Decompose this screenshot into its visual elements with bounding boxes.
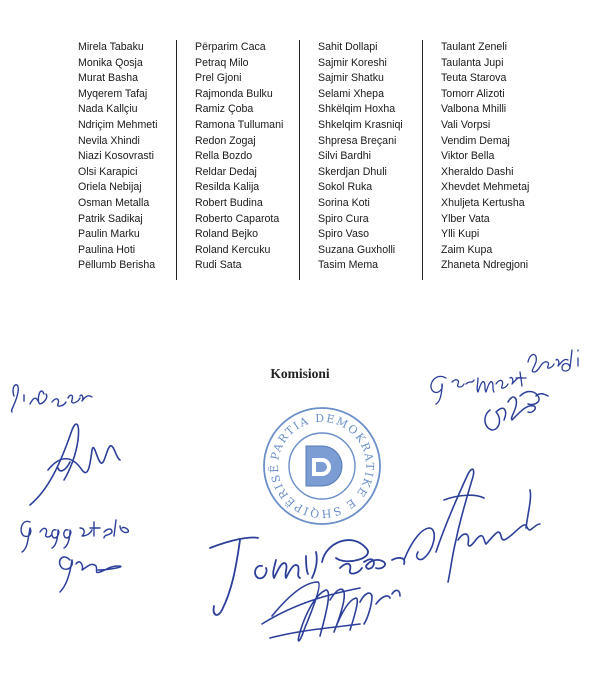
member-name: Myqerem Tafaj (78, 87, 148, 100)
member-name: Roberto Caparota (195, 212, 280, 225)
member-name: Selami Xhepa (318, 87, 384, 100)
member-name: Reldar Dedaj (195, 165, 257, 178)
member-name: Sahit Dollapi (318, 41, 378, 53)
member-name: Ramona Tullumani (195, 118, 284, 131)
signature-scrawl-1 (30, 424, 120, 505)
member-name: Spiro Vaso (318, 228, 370, 241)
member-name: Nevila Xhindi (78, 134, 140, 147)
signature-scrawl-2 (60, 557, 121, 592)
member-name: Nada Kallçiu (78, 103, 138, 116)
member-name: Rudi Sata (195, 259, 242, 272)
member-name: Vendim Demaj (441, 134, 510, 147)
member-name: Zhaneta Ndregjoni (441, 259, 529, 272)
member-name: Shkëlqim Hoxha (318, 103, 396, 116)
signature-handwritten-name-1 (12, 385, 92, 412)
stamp-text: PARTIA DEMOKRATIKE E SHQIPËRISË (267, 411, 377, 521)
party-logo-icon (306, 446, 342, 486)
member-name: Tasim Mema (318, 259, 379, 272)
member-name: Pëllumb Berisha (78, 259, 156, 272)
member-name: Ylber Vata (441, 212, 490, 225)
signature-handwritten-name-2 (21, 520, 128, 552)
member-name: Sajmir Shatku (318, 72, 384, 85)
member-name: Robert Budina (195, 196, 263, 209)
party-stamp (264, 408, 380, 524)
member-name: Përparim Caca (195, 41, 266, 53)
member-name: Taulanta Jupi (441, 56, 504, 69)
member-name: Murat Basha (78, 72, 139, 85)
member-name: Valbona Mhilli (441, 103, 507, 116)
member-name: Monika Qosja (78, 56, 143, 69)
member-name: Oriela Nebijaj (78, 181, 142, 194)
signature-scrawl-3 (485, 392, 548, 431)
member-name: Xhevdet Mehmetaj (441, 181, 530, 194)
member-name: Prel Gjoni (195, 72, 242, 85)
commission-heading: Komisioni (270, 366, 330, 381)
signature-lower-center (262, 582, 400, 641)
member-name: Resilda Kalija (195, 181, 260, 194)
member-name: Taulant Zeneli (441, 41, 507, 53)
member-name: Xheraldo Dashi (441, 165, 514, 178)
member-name: Vali Vorpsi (441, 118, 491, 131)
signature-handwritten-name-3 (431, 350, 578, 404)
member-name: Redon Zogaj (195, 134, 256, 147)
member-name: Tomorr Alizoti (441, 87, 505, 100)
member-name: Rajmonda Bulku (195, 87, 273, 100)
member-name: Patrik Sadikaj (78, 212, 143, 225)
member-name: Viktor Bella (441, 150, 495, 163)
member-name: Sorina Koti (318, 196, 370, 209)
member-name: Roland Bejko (195, 228, 259, 241)
member-name: Olsi Karapici (78, 165, 138, 178)
member-name: Roland Kercuku (195, 243, 271, 256)
member-name: Skerdjan Dhuli (318, 165, 387, 178)
member-name: Teuta Starova (441, 72, 507, 85)
member-name: Petraq Milo (195, 56, 249, 69)
member-name: Shpresa Breçani (318, 134, 397, 147)
member-name: Shkelqim Krasniqi (318, 118, 403, 131)
member-name: Paulin Marku (78, 228, 140, 241)
member-name: Suzana Guxholli (318, 243, 396, 256)
signature-right-long (404, 469, 540, 582)
member-name: Zaim Kupa (441, 243, 493, 256)
member-name: Paulina Hoti (78, 243, 136, 256)
member-name: Rella Bozdo (195, 150, 253, 163)
member-name: Spiro Cura (318, 212, 369, 225)
member-name: Sokol Ruka (318, 181, 373, 194)
member-name: Niazi Kosovrasti (78, 150, 154, 163)
member-name: Mirela Tabaku (78, 41, 144, 53)
signature-large-center (210, 537, 404, 614)
member-name: Ramiz Çoba (195, 103, 254, 116)
member-name: Silvi Bardhi (318, 150, 371, 163)
member-name: Ndriçim Mehmeti (78, 118, 158, 131)
member-name: Ylli Kupi (441, 228, 480, 241)
member-name: Osman Metalla (78, 196, 150, 209)
member-name: Xhuljeta Kertusha (441, 196, 525, 209)
member-name: Sajmir Koreshi (318, 56, 387, 69)
